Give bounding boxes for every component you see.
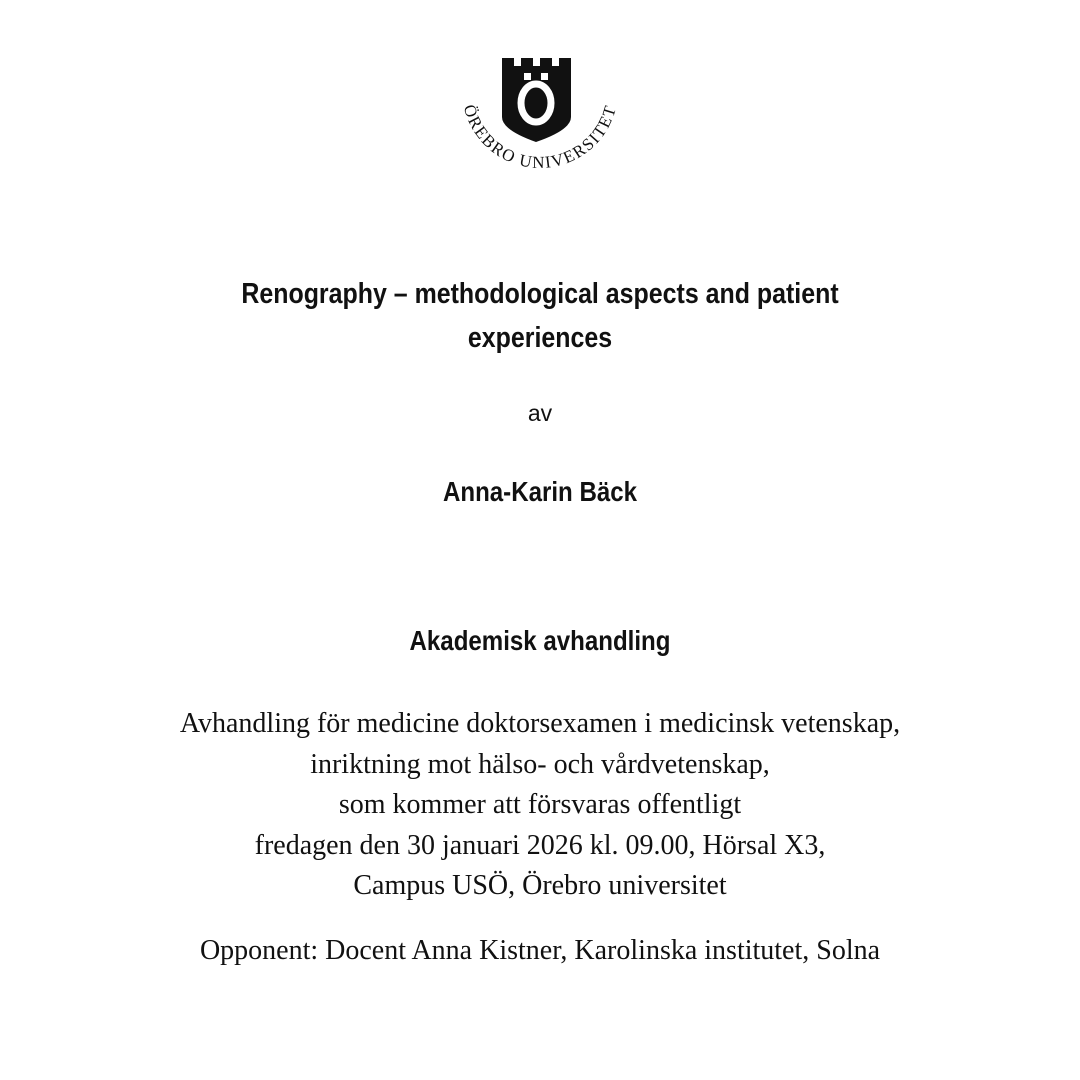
university-logo [440,45,640,195]
svg-text:ÖREBRO UNIVERSITET: ÖREBRO UNIVERSITET [459,102,621,173]
thesis-title-line-1: Renography – methodological aspects and patient [241,278,839,310]
thesis-title-line-2: experiences [467,322,613,354]
document-type: Akademisk avhandling [409,625,671,656]
opponent-line: Opponent: Docent Anna Kistner, Karolinska institutet, Solna [199,935,881,966]
description-line-4: fredagen den 30 januari 2026 kl. 09.00, Hörsal X3, [254,829,826,861]
description-line-5: Campus USÖ, Örebro universitet [353,870,727,901]
description-line-2: inriktning mot hälso- och vårdvetenskap, [310,748,770,780]
author-name: Anna-Karin Bäck [442,476,638,507]
defense-description [0,704,1080,907]
description-line-1: Avhandling för medicine doktorsexamen i medicinsk vetenskap, [179,708,901,739]
shield-icon [440,45,640,195]
by-label: av [527,400,553,426]
thesis-title [76,272,1005,360]
description-line-3: som kommer att försvaras offentligt [338,789,742,820]
